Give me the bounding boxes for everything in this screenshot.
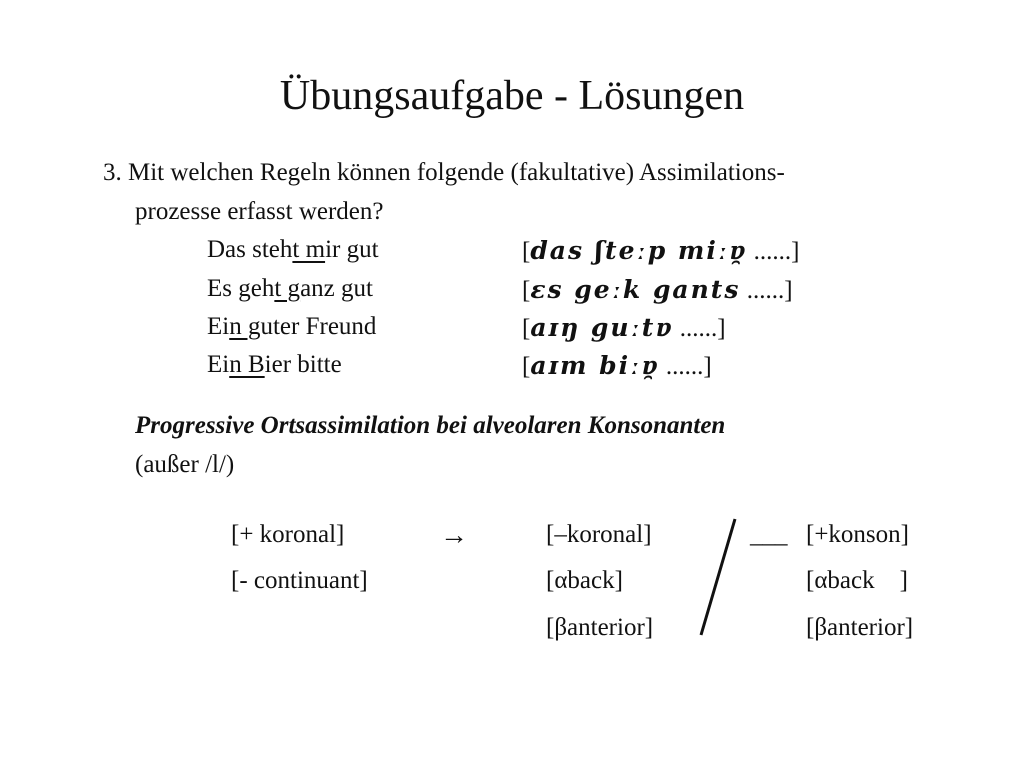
rule-input-feature: [- continuant]	[231, 567, 368, 594]
bracket-open: [	[522, 315, 531, 342]
question-line-2: prozesse erfasst werden?	[135, 198, 384, 225]
environment-blank: ___	[750, 521, 788, 548]
phonetic-text: ɛs geːk gants	[530, 275, 741, 304]
environment-slash-icon	[695, 515, 741, 641]
example-phrase	[207, 351, 342, 379]
rule-environment-feature: [βanterior]	[806, 614, 914, 641]
ellipsis-close: ......]	[673, 315, 726, 342]
rule-heading: Progressive Ortsassimilation bei alveolaren Konsonanten	[135, 412, 726, 439]
phrase-start: Ei	[207, 313, 230, 340]
question-line-1: 3. Mit welchen Regeln können folgende (fakultative) Assimilations-	[103, 159, 785, 186]
example-phrase	[207, 275, 373, 303]
ellipsis-close: ......]	[659, 353, 712, 380]
phonetic-text: aɪŋ guːtɐ	[530, 313, 674, 342]
phrase-start: Ei	[207, 351, 230, 378]
rule-subheading: (außer /l/)	[135, 451, 235, 478]
transcription	[522, 236, 799, 266]
example-phrase	[207, 313, 376, 341]
phonetic-text: das ʃteːp miːɐ̯	[530, 236, 748, 265]
bracket-open: [	[522, 353, 531, 380]
phrase-underlined: n B	[229, 351, 265, 378]
ellipsis-close: ......]	[740, 277, 793, 304]
ellipsis-close: ......]	[747, 238, 800, 265]
rule-input-feature: [+ koronal]	[231, 521, 345, 548]
phrase-end: ier bitte	[264, 351, 342, 378]
phrase-end: uter Freund	[260, 313, 377, 340]
rule-output-feature: [βanterior]	[546, 614, 654, 641]
phrase-underlined: t g	[274, 275, 301, 302]
phrase-start: Es geh	[207, 275, 275, 302]
phonetic-text: aɪm biːɐ̯	[530, 351, 660, 380]
rule-environment-feature: [αback ]	[806, 567, 908, 594]
phrase-start: Das steh	[207, 236, 293, 263]
rule-output-feature: [–koronal]	[546, 521, 652, 548]
arrow-icon: →	[440, 520, 468, 551]
rule-output-feature: [αback]	[546, 567, 623, 594]
transcription	[522, 351, 712, 381]
rule-environment-feature: [+konson]	[806, 521, 909, 548]
bracket-open: [	[522, 277, 531, 304]
page-title: Übungsaufgabe - Lösungen	[279, 73, 745, 119]
example-phrase	[207, 236, 379, 264]
bracket-open: [	[522, 238, 531, 265]
transcription	[522, 275, 793, 305]
phrase-underlined: n g	[229, 313, 261, 340]
phrase-end: anz gut	[300, 275, 373, 302]
transcription	[522, 313, 726, 343]
phrase-end: ir gut	[325, 236, 379, 263]
phrase-underlined: t m	[292, 236, 326, 263]
